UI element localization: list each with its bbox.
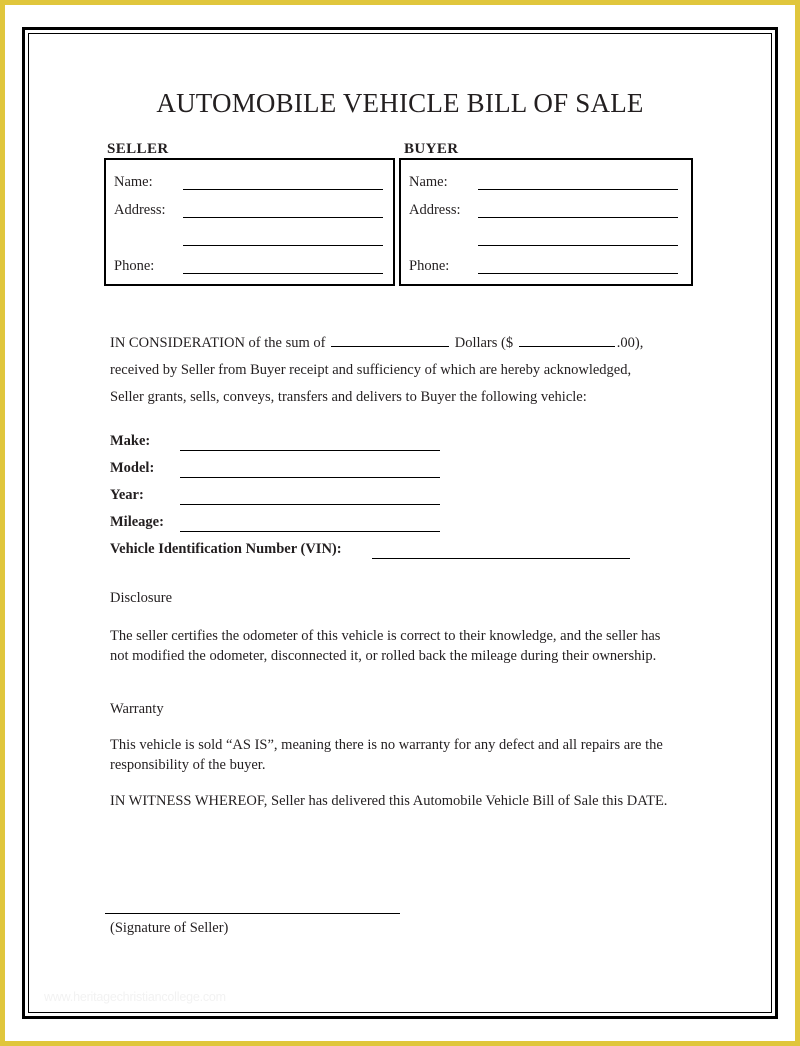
- buyer-name-input[interactable]: [478, 189, 678, 190]
- consideration-line-2: received by Seller from Buyer receipt and sufficiency of which are hereby acknowledged,: [110, 362, 632, 378]
- consideration-text-a: IN CONSIDERATION of the sum of: [110, 335, 326, 351]
- seller-phone-row: [106, 258, 393, 278]
- vehicle-model-input[interactable]: [180, 477, 440, 478]
- seller-address-row-2: [106, 230, 393, 250]
- vehicle-mileage-input[interactable]: [180, 531, 440, 532]
- vehicle-make-label: Make:: [110, 433, 151, 449]
- buyer-phone-row: [401, 258, 691, 278]
- page-title: AUTOMOBILE VEHICLE BILL OF SALE: [156, 88, 644, 118]
- buyer-phone-label: Phone:: [409, 258, 450, 274]
- buyer-info-box: [399, 158, 693, 286]
- buyer-address-row: [401, 202, 691, 222]
- seller-name-row: [106, 174, 393, 194]
- consideration-paragraph: [110, 330, 690, 411]
- disclosure-heading: Disclosure: [110, 590, 173, 606]
- seller-info-box: [104, 158, 395, 286]
- seller-name-input[interactable]: [183, 189, 383, 190]
- consideration-line-1: [110, 330, 690, 357]
- witness-clause: IN WITNESS WHEREOF, Seller has delivered this Automobile Vehicle Bill of Sale this DATE.: [110, 793, 668, 809]
- consideration-line-3: Seller grants, sells, conveys, transfers and delivers to Buyer the following vehicle:: [110, 389, 587, 405]
- seller-address-input[interactable]: [183, 217, 383, 218]
- disclosure-body: The seller certifies the odometer of this vehicle is correct to their knowledge, and the seller has not modified the odometer, disconnected it, or rolled back the mileage during their ownership.: [110, 628, 661, 664]
- vehicle-vin-row: [110, 541, 670, 568]
- buyer-address-input[interactable]: [478, 217, 678, 218]
- sum-words-input[interactable]: [331, 333, 449, 347]
- seller-name-label: Name:: [114, 174, 153, 190]
- buyer-address-input-2[interactable]: [478, 245, 678, 246]
- seller-phone-input[interactable]: [183, 273, 383, 274]
- vehicle-make-row: [110, 433, 670, 460]
- seller-address-row: [106, 202, 393, 222]
- vehicle-year-row: [110, 487, 670, 514]
- vehicle-vin-input[interactable]: [372, 558, 630, 559]
- warranty-heading: Warranty: [110, 701, 164, 717]
- seller-heading: SELLER: [107, 141, 169, 157]
- sum-amount-input[interactable]: [519, 333, 615, 347]
- seller-phone-label: Phone:: [114, 258, 155, 274]
- vehicle-year-input[interactable]: [180, 504, 440, 505]
- site-watermark: www.heritagechristiancollege.com: [44, 990, 226, 1004]
- vehicle-model-row: [110, 460, 670, 487]
- buyer-address-row-2: [401, 230, 691, 250]
- vehicle-year-label: Year:: [110, 487, 144, 503]
- buyer-heading: BUYER: [404, 141, 459, 157]
- vehicle-vin-label: Vehicle Identification Number (VIN):: [110, 541, 342, 557]
- vehicle-details-section: [110, 433, 670, 568]
- consideration-text-b: Dollars ($: [454, 335, 514, 351]
- buyer-name-label: Name:: [409, 174, 448, 190]
- seller-signature-caption: (Signature of Seller): [110, 920, 229, 936]
- vehicle-mileage-row: [110, 514, 670, 541]
- seller-address-label: Address:: [114, 202, 166, 218]
- vehicle-mileage-label: Mileage:: [110, 514, 164, 530]
- warranty-body: This vehicle is sold “AS IS”, meaning there is no warranty for any defect and all repairs are the responsibility of the buyer.: [110, 737, 663, 773]
- buyer-phone-input[interactable]: [478, 273, 678, 274]
- buyer-address-label: Address:: [409, 202, 461, 218]
- vehicle-make-input[interactable]: [180, 450, 440, 451]
- seller-signature-input[interactable]: [105, 913, 400, 914]
- vehicle-model-label: Model:: [110, 460, 155, 476]
- consideration-text-c: .00),: [616, 335, 644, 351]
- buyer-name-row: [401, 174, 691, 194]
- seller-address-input-2[interactable]: [183, 245, 383, 246]
